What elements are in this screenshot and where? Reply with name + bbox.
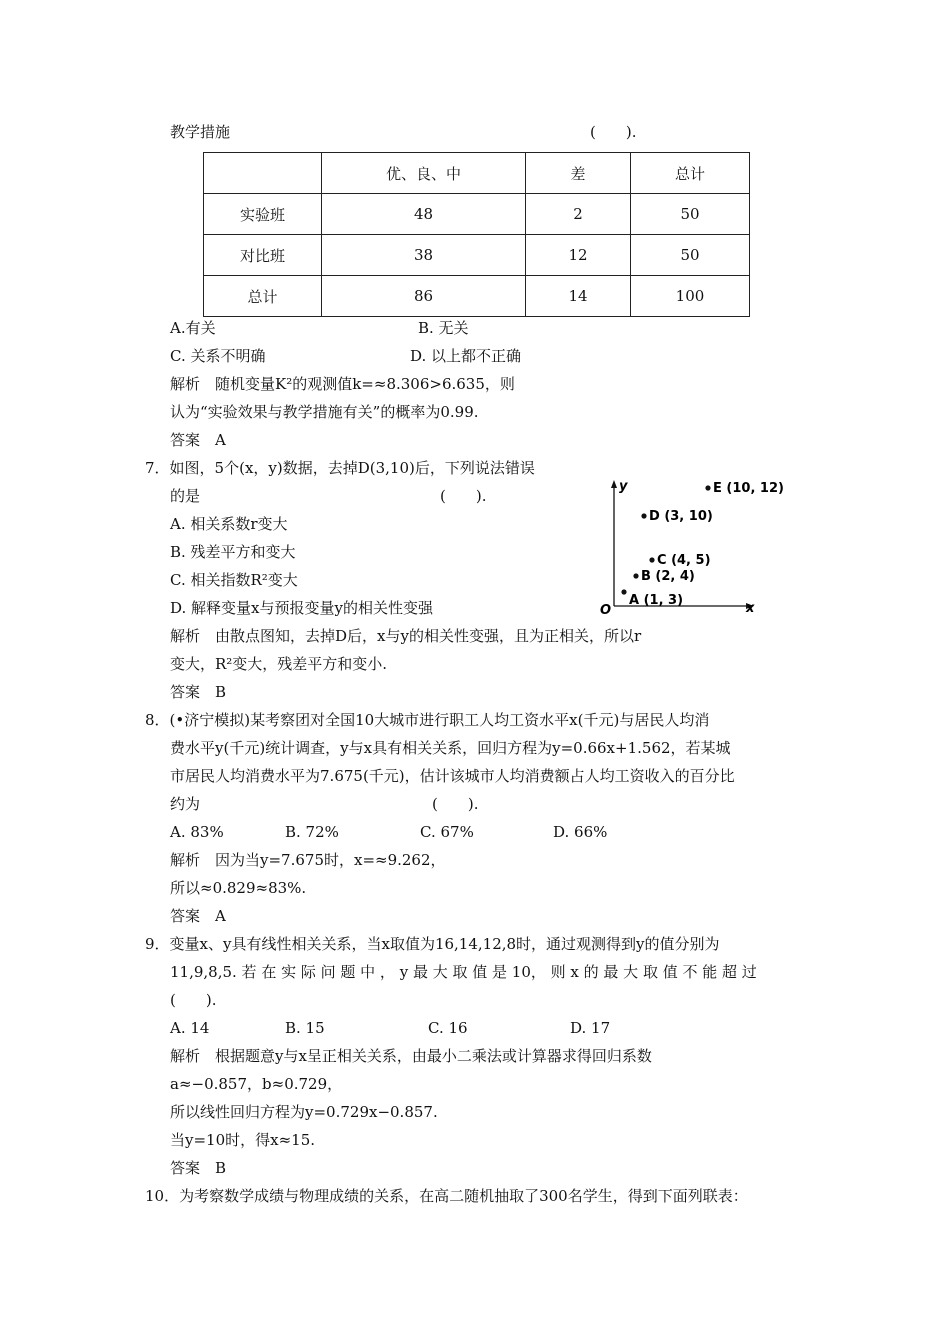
scatter-point-label: E (10, 12): [713, 481, 784, 496]
scatter-point: [633, 573, 638, 578]
q6-option-d: D. 以上都不正确: [410, 347, 522, 365]
q8-answer-paren: ( ).: [432, 795, 479, 813]
scatter-point-label: D (3, 10): [649, 509, 713, 524]
table-header-cell: 总计: [631, 153, 750, 194]
scatter-point-label: C (4, 5): [657, 553, 711, 568]
q6-option-c: C. 关系不明确: [170, 347, 266, 365]
q9-stem-line1: 9．变量x、y具有线性相关关系，当x取值为16,14,12,8时，通过观测得到y的值分别为: [145, 935, 720, 953]
x-axis-label: x: [746, 601, 755, 616]
table-cell: 48: [322, 194, 526, 235]
q7-analysis-line1: 解析 由散点图知，去掉D后，x与y的相关性变强，且为正相关，所以r: [170, 627, 642, 645]
q9-analysis-line4: 当y=10时，得x≈15.: [170, 1131, 316, 1149]
scatter-point: [621, 589, 626, 594]
q6-analysis-line2: 认为“实验效果与教学措施有关”的概率为0.99.: [170, 403, 479, 421]
table-cell: 38: [322, 235, 526, 276]
contingency-table: [203, 152, 750, 317]
q9-option-d: D. 17: [570, 1019, 611, 1037]
q7-option-a: A. 相关系数r变大: [170, 515, 288, 533]
q8-option-c: C. 67%: [420, 823, 474, 841]
scatter-point: [705, 485, 710, 490]
q8-analysis-line1: 解析 因为当y=7.675时，x=≈9.262，: [170, 851, 446, 869]
table-cell: 86: [322, 276, 526, 317]
q8-stem-line1: 8．(•济宁模拟)某考察团对全国10大城市进行职工人均工资水平x(千元)与居民人均消: [145, 711, 710, 729]
q7-answer: 答案 B: [170, 683, 227, 701]
table-cell: 总计: [204, 276, 322, 317]
table-header-cell: 差: [526, 153, 631, 194]
q6-option-b: B. 无关: [418, 319, 469, 337]
table-cell: 50: [631, 194, 750, 235]
y-axis-arrow: [611, 480, 617, 488]
scatter-point-label: B (2, 4): [641, 569, 695, 584]
table-cell: 对比班: [204, 235, 322, 276]
q6-prompt-tail: 教学措施: [170, 123, 231, 141]
scatter-point: [641, 513, 646, 518]
table-cell: 50: [631, 235, 750, 276]
table-row: [204, 194, 750, 235]
q9-option-a: A. 14: [170, 1019, 210, 1037]
q8-option-d: D. 66%: [553, 823, 608, 841]
q7-stem-line2: 的是: [170, 487, 201, 505]
q6-answer-paren: ( ).: [590, 123, 637, 141]
q6-answer: 答案 A: [170, 431, 226, 449]
q10-stem-line1: 10．为考察数学成绩与物理成绩的关系，在高二随机抽取了300名学生，得到下面列联表：: [145, 1187, 748, 1205]
table-cell: 12: [526, 235, 631, 276]
q9-analysis-line3: 所以线性回归方程为y=0.729x−0.857.: [170, 1103, 438, 1121]
q8-analysis-line2: 所以≈0.829≈83%.: [170, 879, 307, 897]
q8-option-b: B. 72%: [285, 823, 339, 841]
q7-answer-paren: ( ).: [440, 487, 487, 505]
q8-option-a: A. 83%: [170, 823, 224, 841]
q7-option-c: C. 相关指数R²变大: [170, 571, 298, 589]
scatter-point: [649, 557, 654, 562]
q8-stem-line2: 费水平y(千元)统计调查，y与x具有相关关系，回归方程为y=0.66x+1.562，若某城: [170, 739, 731, 757]
table-row: [204, 235, 750, 276]
y-axis-label: y: [619, 479, 628, 494]
scatter-plot: [590, 470, 784, 620]
table-row: [204, 276, 750, 317]
q7-option-b: B. 残差平方和变大: [170, 543, 296, 561]
q9-option-b: B. 15: [285, 1019, 325, 1037]
q9-analysis-line1: 解析 根据题意y与x呈正相关关系，由最小二乘法或计算器求得回归系数: [170, 1047, 652, 1065]
q9-analysis-line2: a≈−0.857，b≈0.729，: [170, 1075, 343, 1093]
q6-analysis-line1: 解析 随机变量K²的观测值k=≈8.306>6.635，则: [170, 375, 515, 393]
q9-stem-line2: 11,9,8,5. 若 在 实 际 问 题 中 ， y 最 大 取 值 是 10， 则 x 的 最 大 取 值 不 能 超 过: [170, 963, 757, 981]
q9-answer: 答案 B: [170, 1159, 227, 1177]
q7-option-d: D. 解释变量x与预报变量y的相关性变强: [170, 599, 433, 617]
q9-option-c: C. 16: [428, 1019, 468, 1037]
q8-stem-line3: 市居民人均消费水平为7.675(千元)，估计该城市人均消费额占人均工资收入的百分比: [170, 767, 735, 785]
table-header-row: [204, 153, 750, 194]
origin-label: O: [600, 603, 612, 618]
q7-analysis-line2: 变大，R²变大，残差平方和变小.: [170, 655, 388, 673]
table-cell: 14: [526, 276, 631, 317]
table-cell: 2: [526, 194, 631, 235]
q9-stem-line3: ( ).: [170, 991, 217, 1009]
q8-stem-line4: 约为: [170, 795, 201, 813]
q6-option-a: A.有关: [170, 319, 216, 337]
table-cell: 100: [631, 276, 750, 317]
scatter-point-label: A (1, 3): [629, 593, 684, 608]
q7-stem-line1: 7．如图，5个(x，y)数据，去掉D(3,10)后，下列说法错误: [145, 459, 535, 477]
table-cell: 实验班: [204, 194, 322, 235]
table-header-cell: [204, 153, 322, 194]
table-header-cell: 优、良、中: [322, 153, 526, 194]
q8-answer: 答案 A: [170, 907, 226, 925]
